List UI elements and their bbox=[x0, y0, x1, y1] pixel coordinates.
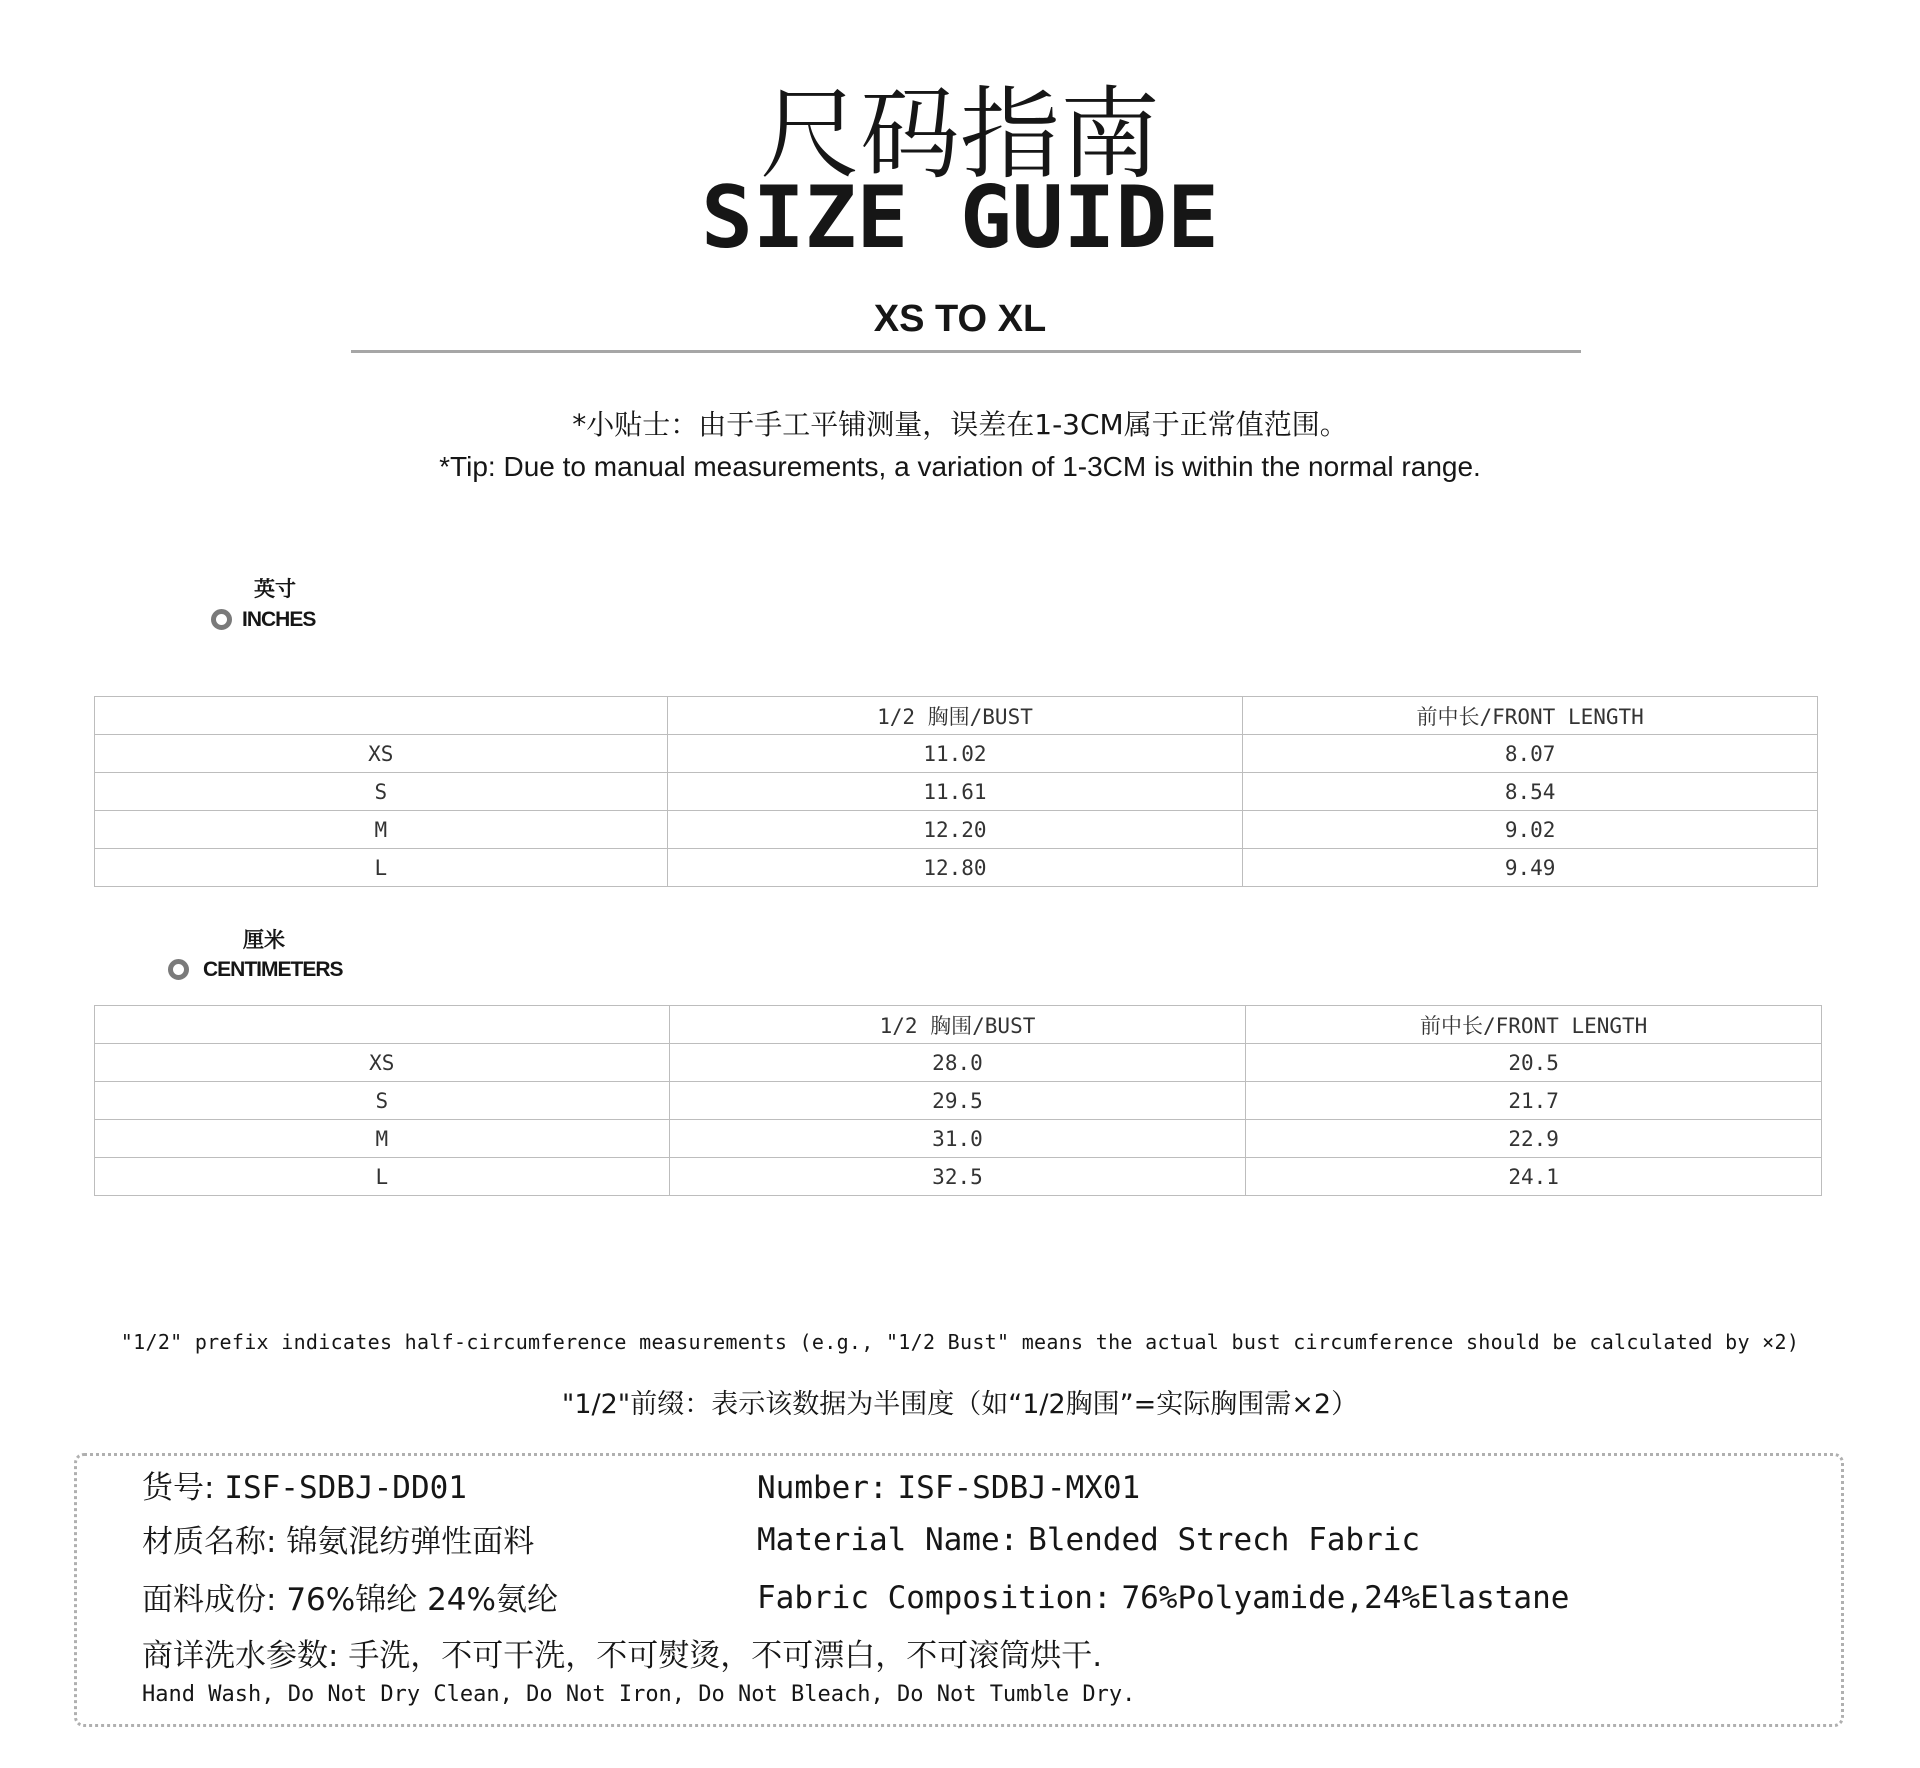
header-cell: 1/2 胸围/BUST bbox=[669, 1006, 1246, 1044]
inches-ring-icon bbox=[211, 609, 232, 630]
material-name-chinese bbox=[142, 1520, 534, 1564]
size-cell: M bbox=[95, 811, 668, 849]
page-title-chinese: 尺码指南 bbox=[760, 76, 1160, 193]
front-length-cell: 24.1 bbox=[1246, 1158, 1822, 1196]
centimeters-ring-icon bbox=[168, 959, 189, 980]
bust-cell: 28.0 bbox=[669, 1044, 1246, 1082]
header-cell bbox=[95, 697, 668, 735]
size-cell: XS bbox=[95, 1044, 670, 1082]
material-name-english bbox=[757, 1518, 1420, 1562]
table-row bbox=[95, 1044, 1822, 1082]
composition-label-english: Fabric Composition: bbox=[757, 1580, 1112, 1616]
header-cell: 前中长/FRONT LENGTH bbox=[1246, 1006, 1822, 1044]
centimeters-label-english: CENTIMETERS bbox=[203, 958, 343, 981]
material-value-chinese: 锦氨混纺弹性面料 bbox=[286, 1524, 535, 1560]
centimeters-label-chinese: 厘米 bbox=[243, 927, 285, 952]
tip-english: *Tip: Due to manual measurements, a variation of 1-3CM is within the normal range. bbox=[439, 451, 1481, 482]
header-cell: 1/2 胸围/BUST bbox=[667, 697, 1243, 735]
divider bbox=[351, 350, 1581, 353]
table-row bbox=[95, 811, 1818, 849]
bust-cell: 11.61 bbox=[667, 773, 1243, 811]
size-cell: S bbox=[95, 773, 668, 811]
table-row bbox=[95, 1120, 1822, 1158]
composition-english bbox=[757, 1576, 1569, 1620]
composition-value-english: 76%Polyamide,24%Elastane bbox=[1121, 1580, 1570, 1616]
bust-cell: 31.0 bbox=[669, 1120, 1246, 1158]
centimeters-size-table bbox=[94, 1005, 1822, 1196]
header-cell bbox=[95, 1006, 670, 1044]
bust-cell: 12.20 bbox=[667, 811, 1243, 849]
half-prefix-note-english: "1/2" prefix indicates half-circumference measurements (e.g., "1/2 Bust" means the actual bust circumference should be calculated by ×2) bbox=[120, 1330, 1800, 1354]
size-range-label: XS TO XL bbox=[873, 298, 1047, 340]
number-value: ISF-SDBJ-MX01 bbox=[897, 1470, 1141, 1506]
inches-label-english: INCHES bbox=[242, 608, 316, 631]
bust-cell: 32.5 bbox=[669, 1158, 1246, 1196]
item-number-label: 货号: bbox=[142, 1470, 215, 1506]
table-row bbox=[95, 773, 1818, 811]
front-length-cell: 8.54 bbox=[1243, 773, 1818, 811]
inches-size-table bbox=[94, 696, 1818, 887]
number bbox=[757, 1466, 1140, 1510]
header-cell: 前中长/FRONT LENGTH bbox=[1243, 697, 1818, 735]
front-length-cell: 20.5 bbox=[1246, 1044, 1822, 1082]
front-length-cell: 8.07 bbox=[1243, 735, 1818, 773]
size-cell: S bbox=[95, 1082, 670, 1120]
page-title-english: SIZE GUIDE bbox=[701, 168, 1219, 268]
half-prefix-note-chinese: "1/2"前缀：表示该数据为半围度（如“1/2胸围”=实际胸围需×2） bbox=[561, 1389, 1359, 1420]
care-instructions-chinese bbox=[142, 1634, 1102, 1678]
number-label: Number: bbox=[757, 1470, 888, 1506]
bust-cell: 12.80 bbox=[667, 849, 1243, 887]
composition-value-chinese: 76%锦纶 24%氨纶 bbox=[286, 1582, 558, 1618]
care-label-chinese: 商详洗水参数: bbox=[142, 1638, 339, 1674]
table-row bbox=[95, 735, 1818, 773]
material-label-chinese: 材质名称: bbox=[142, 1524, 277, 1560]
size-cell: XS bbox=[95, 735, 668, 773]
front-length-cell: 21.7 bbox=[1246, 1082, 1822, 1120]
composition-label-chinese: 面料成份: bbox=[142, 1582, 277, 1618]
item-number-value: ISF-SDBJ-DD01 bbox=[224, 1470, 467, 1506]
care-value-chinese: 手洗，不可干洗，不可熨烫，不可漂白，不可滚筒烘干. bbox=[348, 1638, 1103, 1674]
table-row bbox=[95, 849, 1818, 887]
front-length-cell: 9.02 bbox=[1243, 811, 1818, 849]
table-header-row bbox=[95, 1006, 1822, 1044]
front-length-cell: 22.9 bbox=[1246, 1120, 1822, 1158]
table-header-row bbox=[95, 697, 1818, 735]
tip-chinese: *小贴士：由于手工平铺测量，误差在1-3CM属于正常值范围。 bbox=[572, 408, 1348, 441]
size-cell: L bbox=[95, 1158, 670, 1196]
bust-cell: 29.5 bbox=[669, 1082, 1246, 1120]
size-cell: M bbox=[95, 1120, 670, 1158]
front-length-cell: 9.49 bbox=[1243, 849, 1818, 887]
care-instructions-english: Hand Wash, Do Not Dry Clean, Do Not Iron, Do Not Bleach, Do Not Tumble Dry. bbox=[142, 1682, 1136, 1707]
item-number bbox=[142, 1466, 467, 1510]
table-row bbox=[95, 1158, 1822, 1196]
inches-label-chinese: 英寸 bbox=[254, 576, 296, 601]
material-label-english: Material Name: bbox=[757, 1522, 1019, 1558]
composition-chinese bbox=[142, 1578, 558, 1622]
bust-cell: 11.02 bbox=[667, 735, 1243, 773]
size-cell: L bbox=[95, 849, 668, 887]
material-value-english: Blended Strech Fabric bbox=[1028, 1522, 1421, 1558]
table-row bbox=[95, 1082, 1822, 1120]
